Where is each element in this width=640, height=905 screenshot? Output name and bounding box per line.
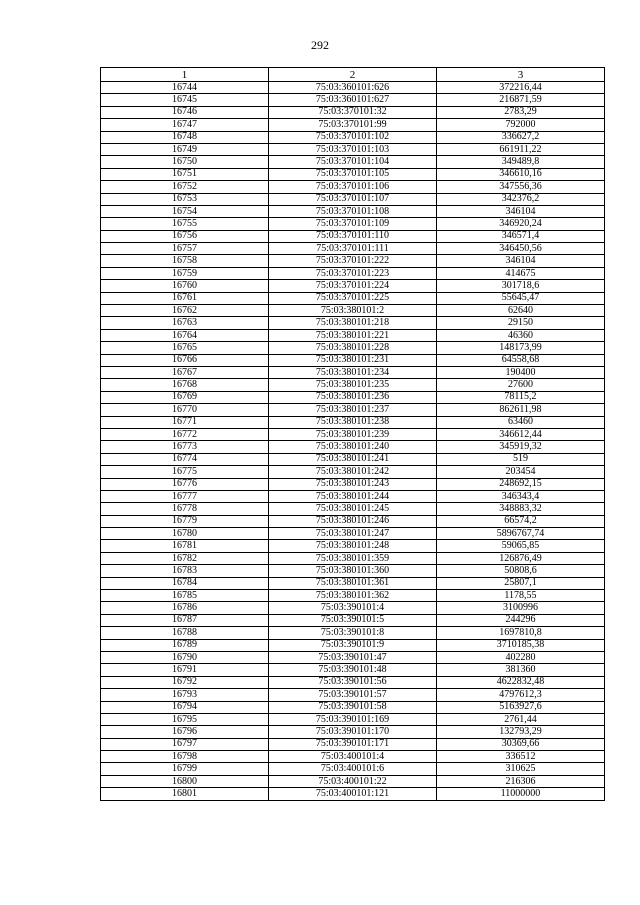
value-cell: 346104 [437, 255, 605, 267]
table-row [101, 478, 605, 490]
row-number-cell: 16749 [101, 143, 269, 155]
row-number-cell: 16747 [101, 119, 269, 131]
row-number-cell: 16785 [101, 590, 269, 602]
value-cell: 346610,16 [437, 168, 605, 180]
cadastral-number-cell: 75:03:380101:218 [269, 317, 437, 329]
value-cell: 5896767,74 [437, 528, 605, 540]
cadastral-number-cell: 75:03:370101:107 [269, 193, 437, 205]
value-cell: 346571,4 [437, 230, 605, 242]
value-cell: 25807,1 [437, 577, 605, 589]
table-row [101, 627, 605, 639]
table-row [101, 379, 605, 391]
value-cell: 66574,2 [437, 515, 605, 527]
cadastral-number-cell: 75:03:400101:4 [269, 751, 437, 763]
row-number-cell: 16763 [101, 317, 269, 329]
row-number-cell: 16759 [101, 267, 269, 279]
table-row [101, 664, 605, 676]
value-cell: 248692,15 [437, 478, 605, 490]
row-number-cell: 16758 [101, 255, 269, 267]
table-row [101, 676, 605, 688]
row-number-cell: 16781 [101, 540, 269, 552]
page-number: 292 [311, 38, 329, 52]
table-row [101, 342, 605, 354]
value-cell: 792000 [437, 119, 605, 131]
table-row [101, 515, 605, 527]
table-row [101, 788, 605, 800]
cadastral-number-cell: 75:03:390101:171 [269, 738, 437, 750]
cadastral-number-cell: 75:03:380101:228 [269, 342, 437, 354]
table-row [101, 404, 605, 416]
row-number-cell: 16798 [101, 751, 269, 763]
row-number-cell: 16779 [101, 515, 269, 527]
cadastral-number-cell: 75:03:380101:240 [269, 441, 437, 453]
table-row [101, 94, 605, 106]
value-cell: 349489,8 [437, 156, 605, 168]
value-cell: 347556,36 [437, 181, 605, 193]
cadastral-number-cell: 75:03:390101:57 [269, 689, 437, 701]
row-number-cell: 16772 [101, 428, 269, 440]
value-cell: 336512 [437, 751, 605, 763]
cadastral-number-cell: 75:03:380101:239 [269, 428, 437, 440]
table-row [101, 168, 605, 180]
value-cell: 30369,66 [437, 738, 605, 750]
column-header-3: 3 [437, 68, 605, 82]
value-cell: 11000000 [437, 788, 605, 800]
row-number-cell: 16776 [101, 478, 269, 490]
cadastral-number-cell: 75:03:380101:235 [269, 379, 437, 391]
row-number-cell: 16755 [101, 218, 269, 230]
row-number-cell: 16756 [101, 230, 269, 242]
cadastral-number-cell: 75:03:400101:121 [269, 788, 437, 800]
cadastral-number-cell: 75:03:360101:626 [269, 82, 437, 94]
cadastral-number-cell: 75:03:380101:362 [269, 590, 437, 602]
row-number-cell: 16757 [101, 243, 269, 255]
row-number-cell: 16786 [101, 602, 269, 614]
value-cell: 862611,98 [437, 404, 605, 416]
row-number-cell: 16801 [101, 788, 269, 800]
row-number-cell: 16789 [101, 639, 269, 651]
table-row [101, 181, 605, 193]
row-number-cell: 16793 [101, 689, 269, 701]
cadastral-number-cell: 75:03:380101:2 [269, 305, 437, 317]
row-number-cell: 16751 [101, 168, 269, 180]
table-row [101, 639, 605, 651]
cadastral-number-cell: 75:03:380101:237 [269, 404, 437, 416]
row-number-cell: 16784 [101, 577, 269, 589]
cadastral-number-cell: 75:03:370101:111 [269, 243, 437, 255]
cadastral-number-cell: 75:03:370101:99 [269, 119, 437, 131]
table-row [101, 701, 605, 713]
cadastral-number-cell: 75:03:390101:170 [269, 726, 437, 738]
cadastral-number-cell: 75:03:370101:104 [269, 156, 437, 168]
cadastral-number-cell: 75:03:370101:102 [269, 131, 437, 143]
row-number-cell: 16770 [101, 404, 269, 416]
row-number-cell: 16746 [101, 106, 269, 118]
value-cell: 4797612,3 [437, 689, 605, 701]
cadastral-number-cell: 75:03:370101:108 [269, 205, 437, 217]
value-cell: 348883,32 [437, 503, 605, 515]
table-row [101, 416, 605, 428]
row-number-cell: 16788 [101, 627, 269, 639]
table-row [101, 775, 605, 787]
cadastral-number-cell: 75:03:380101:360 [269, 565, 437, 577]
value-cell: 5163927,6 [437, 701, 605, 713]
table-row [101, 490, 605, 502]
table-row [101, 441, 605, 453]
table-row [101, 193, 605, 205]
value-cell: 342376,2 [437, 193, 605, 205]
table-row [101, 751, 605, 763]
value-cell: 244296 [437, 614, 605, 626]
row-number-cell: 16771 [101, 416, 269, 428]
cadastral-number-cell: 75:03:380101:221 [269, 329, 437, 341]
cadastral-number-cell: 75:03:400101:6 [269, 763, 437, 775]
value-cell: 346343,4 [437, 490, 605, 502]
table-row [101, 726, 605, 738]
value-cell: 301718,6 [437, 280, 605, 292]
cadastral-number-cell: 75:03:390101:8 [269, 627, 437, 639]
row-number-cell: 16745 [101, 94, 269, 106]
table-row [101, 738, 605, 750]
column-header-2: 2 [269, 68, 437, 82]
table-row [101, 354, 605, 366]
table-row [101, 602, 605, 614]
value-cell: 1697810,8 [437, 627, 605, 639]
row-number-cell: 16797 [101, 738, 269, 750]
row-number-cell: 16773 [101, 441, 269, 453]
table-row [101, 267, 605, 279]
value-cell: 346612,44 [437, 428, 605, 440]
cadastral-number-cell: 75:03:370101:225 [269, 292, 437, 304]
row-number-cell: 16800 [101, 775, 269, 787]
data-table [100, 67, 605, 801]
value-cell: 59065,85 [437, 540, 605, 552]
row-number-cell: 16790 [101, 651, 269, 663]
cadastral-number-cell: 75:03:370101:32 [269, 106, 437, 118]
table-row [101, 466, 605, 478]
row-number-cell: 16762 [101, 305, 269, 317]
cadastral-number-cell: 75:03:370101:222 [269, 255, 437, 267]
value-cell: 46360 [437, 329, 605, 341]
row-number-cell: 16753 [101, 193, 269, 205]
table-row [101, 590, 605, 602]
cadastral-number-cell: 75:03:380101:247 [269, 528, 437, 540]
value-cell: 346920,24 [437, 218, 605, 230]
row-number-cell: 16775 [101, 466, 269, 478]
row-number-cell: 16795 [101, 713, 269, 725]
cadastral-number-cell: 75:03:390101:169 [269, 713, 437, 725]
table-row [101, 305, 605, 317]
cadastral-number-cell: 75:03:390101:4 [269, 602, 437, 614]
table-row [101, 713, 605, 725]
row-number-cell: 16787 [101, 614, 269, 626]
table-row [101, 391, 605, 403]
row-number-cell: 16782 [101, 552, 269, 564]
cadastral-number-cell: 75:03:390101:47 [269, 651, 437, 663]
value-cell: 1178,55 [437, 590, 605, 602]
table-row [101, 528, 605, 540]
value-cell: 345919,32 [437, 441, 605, 453]
value-cell: 126876,49 [437, 552, 605, 564]
cadastral-number-cell: 75:03:390101:56 [269, 676, 437, 688]
value-cell: 62640 [437, 305, 605, 317]
cadastral-number-cell: 75:03:390101:9 [269, 639, 437, 651]
value-cell: 3100996 [437, 602, 605, 614]
value-cell: 132793,29 [437, 726, 605, 738]
cadastral-number-cell: 75:03:380101:241 [269, 453, 437, 465]
row-number-cell: 16791 [101, 664, 269, 676]
table-row [101, 503, 605, 515]
value-cell: 50808,6 [437, 565, 605, 577]
cadastral-number-cell: 75:03:370101:106 [269, 181, 437, 193]
value-cell: 29150 [437, 317, 605, 329]
row-number-cell: 16760 [101, 280, 269, 292]
table-row [101, 205, 605, 217]
row-number-cell: 16774 [101, 453, 269, 465]
row-number-cell: 16764 [101, 329, 269, 341]
cadastral-number-cell: 75:03:370101:223 [269, 267, 437, 279]
row-number-cell: 16799 [101, 763, 269, 775]
cadastral-number-cell: 75:03:380101:238 [269, 416, 437, 428]
row-number-cell: 16783 [101, 565, 269, 577]
row-number-cell: 16750 [101, 156, 269, 168]
table-row [101, 540, 605, 552]
table-row [101, 106, 605, 118]
value-cell: 63460 [437, 416, 605, 428]
value-cell: 402280 [437, 651, 605, 663]
row-number-cell: 16780 [101, 528, 269, 540]
cadastral-number-cell: 75:03:370101:224 [269, 280, 437, 292]
table-row [101, 156, 605, 168]
table-row [101, 218, 605, 230]
cadastral-number-cell: 75:03:400101:22 [269, 775, 437, 787]
cadastral-number-cell: 75:03:370101:105 [269, 168, 437, 180]
table-body [101, 82, 605, 801]
row-number-cell: 16794 [101, 701, 269, 713]
cadastral-number-cell: 75:03:380101:244 [269, 490, 437, 502]
table-row [101, 651, 605, 663]
value-cell: 55645,47 [437, 292, 605, 304]
cadastral-number-cell: 75:03:370101:109 [269, 218, 437, 230]
table-row [101, 230, 605, 242]
table-row [101, 565, 605, 577]
value-cell: 190400 [437, 366, 605, 378]
cadastral-number-cell: 75:03:380101:236 [269, 391, 437, 403]
column-header-1: 1 [101, 68, 269, 82]
cadastral-number-cell: 75:03:380101:248 [269, 540, 437, 552]
value-cell: 414675 [437, 267, 605, 279]
row-number-cell: 16765 [101, 342, 269, 354]
value-cell: 346104 [437, 205, 605, 217]
table-row [101, 317, 605, 329]
value-cell: 346450,56 [437, 243, 605, 255]
value-cell: 310625 [437, 763, 605, 775]
table-row [101, 280, 605, 292]
table-row [101, 143, 605, 155]
value-cell: 148173,99 [437, 342, 605, 354]
table-row [101, 428, 605, 440]
value-cell: 372216,44 [437, 82, 605, 94]
cadastral-number-cell: 75:03:380101:361 [269, 577, 437, 589]
value-cell: 336627,2 [437, 131, 605, 143]
row-number-cell: 16761 [101, 292, 269, 304]
table-row [101, 689, 605, 701]
cadastral-number-cell: 75:03:380101:246 [269, 515, 437, 527]
row-number-cell: 16792 [101, 676, 269, 688]
row-number-cell: 16744 [101, 82, 269, 94]
row-number-cell: 16766 [101, 354, 269, 366]
value-cell: 27600 [437, 379, 605, 391]
cadastral-number-cell: 75:03:390101:58 [269, 701, 437, 713]
table-row [101, 243, 605, 255]
row-number-cell: 16769 [101, 391, 269, 403]
table-row [101, 255, 605, 267]
value-cell: 216871,59 [437, 94, 605, 106]
cadastral-number-cell: 75:03:390101:48 [269, 664, 437, 676]
table-header-row [101, 68, 605, 82]
value-cell: 2783,29 [437, 106, 605, 118]
value-cell: 203454 [437, 466, 605, 478]
value-cell: 381360 [437, 664, 605, 676]
value-cell: 661911,22 [437, 143, 605, 155]
value-cell: 4622832,48 [437, 676, 605, 688]
row-number-cell: 16752 [101, 181, 269, 193]
row-number-cell: 16796 [101, 726, 269, 738]
row-number-cell: 16754 [101, 205, 269, 217]
row-number-cell: 16777 [101, 490, 269, 502]
table-row [101, 119, 605, 131]
cadastral-number-cell: 75:03:380101:231 [269, 354, 437, 366]
table-row [101, 453, 605, 465]
table-row [101, 131, 605, 143]
table-row [101, 329, 605, 341]
table-row [101, 292, 605, 304]
value-cell: 2761,44 [437, 713, 605, 725]
table-row [101, 366, 605, 378]
cadastral-number-cell: 75:03:380101:234 [269, 366, 437, 378]
row-number-cell: 16778 [101, 503, 269, 515]
value-cell: 3710185,38 [437, 639, 605, 651]
row-number-cell: 16767 [101, 366, 269, 378]
cadastral-number-cell: 75:03:360101:627 [269, 94, 437, 106]
cadastral-number-cell: 75:03:380101:242 [269, 466, 437, 478]
table-row [101, 614, 605, 626]
value-cell: 216306 [437, 775, 605, 787]
table-row [101, 552, 605, 564]
value-cell: 519 [437, 453, 605, 465]
table-row [101, 763, 605, 775]
table-row [101, 82, 605, 94]
cadastral-number-cell: 75:03:380101:359 [269, 552, 437, 564]
cadastral-number-cell: 75:03:370101:103 [269, 143, 437, 155]
cadastral-number-cell: 75:03:370101:110 [269, 230, 437, 242]
row-number-cell: 16768 [101, 379, 269, 391]
cadastral-number-cell: 75:03:380101:245 [269, 503, 437, 515]
table-row [101, 577, 605, 589]
value-cell: 78115,2 [437, 391, 605, 403]
row-number-cell: 16748 [101, 131, 269, 143]
value-cell: 64558,68 [437, 354, 605, 366]
cadastral-number-cell: 75:03:380101:243 [269, 478, 437, 490]
cadastral-number-cell: 75:03:390101:5 [269, 614, 437, 626]
